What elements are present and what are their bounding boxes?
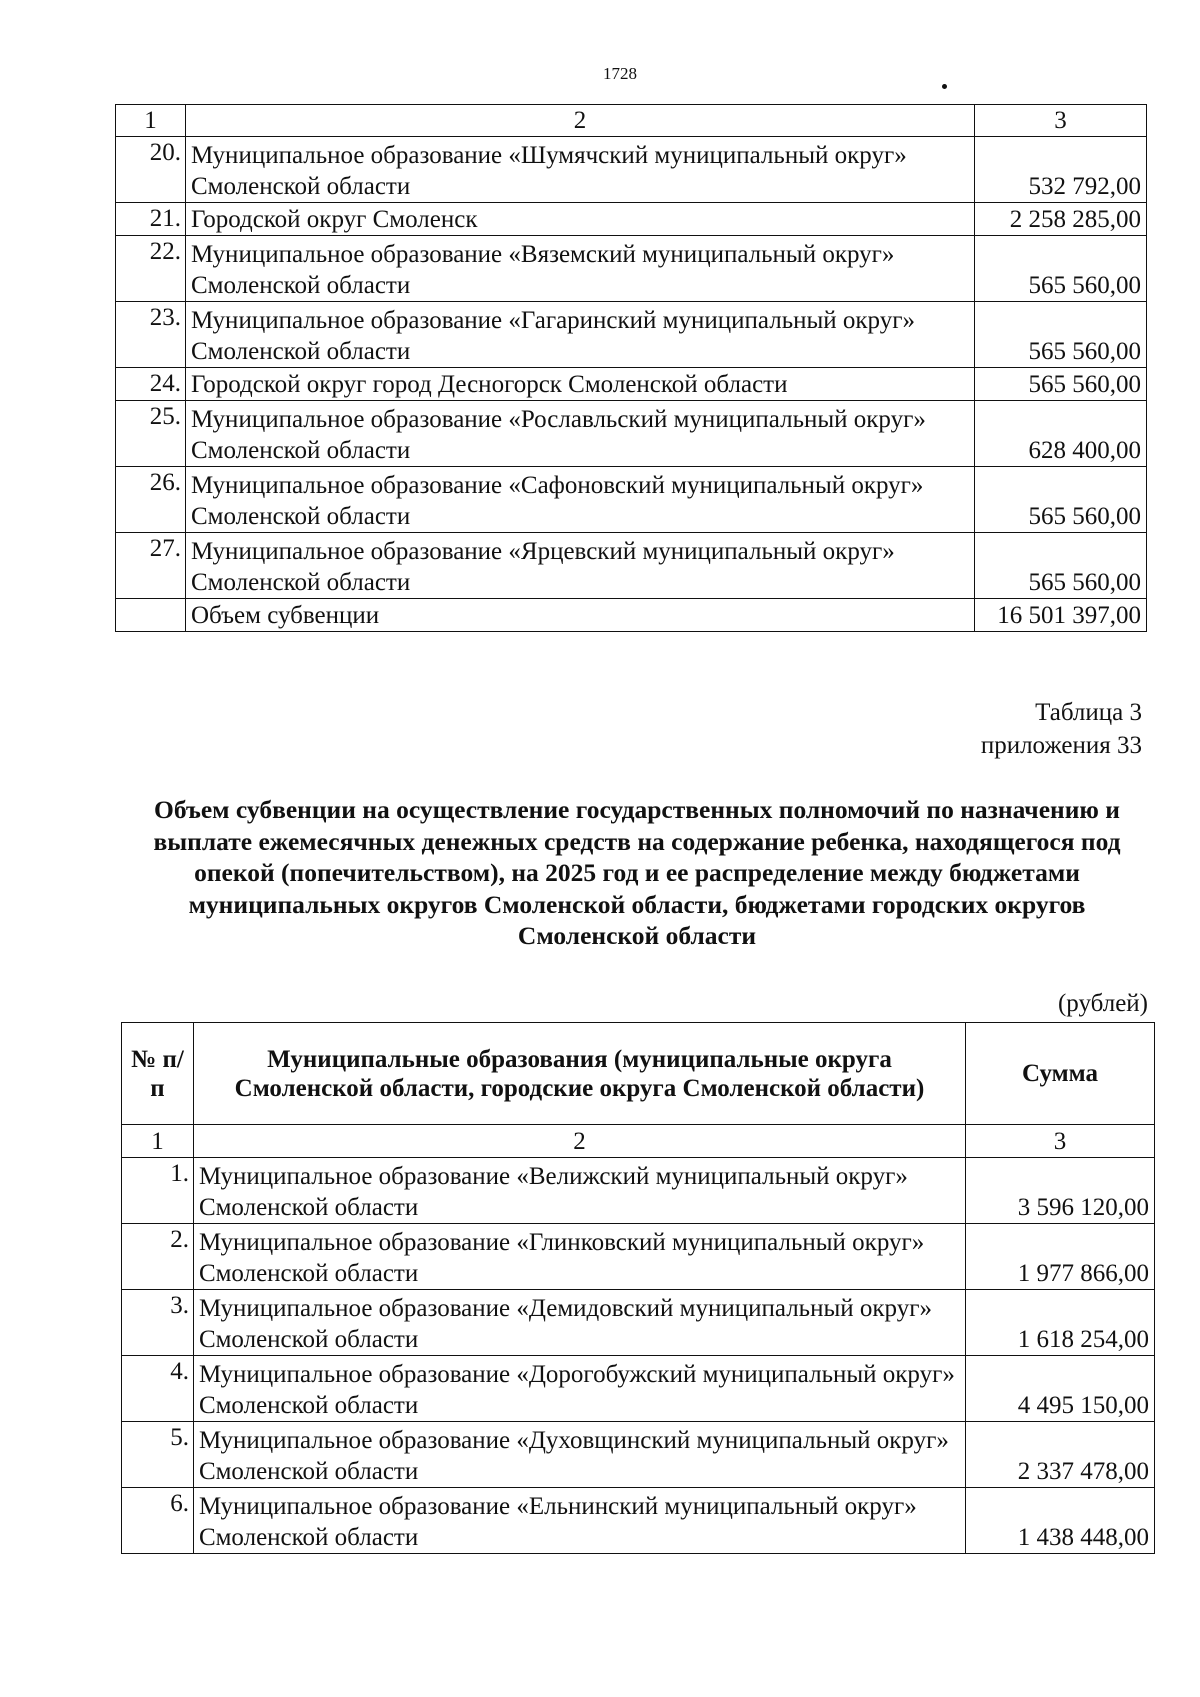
row-sum: 565 560,00 [975,302,1147,368]
col-index-3: 3 [975,105,1147,137]
table-row [122,1488,1155,1554]
row-number: 27. [116,533,186,599]
row-sum: 565 560,00 [975,236,1147,302]
table-index-row [122,1125,1155,1158]
table-row [122,1158,1155,1224]
row-name: Городской округ город Десногорск Смоленской области [185,368,974,401]
header-number: № п/п [122,1023,194,1125]
table-row [116,137,1147,203]
header-name: Муниципальные образования (муниципальные округа Смоленской области, городские округа Смоленской области) [193,1023,965,1125]
table-row [116,467,1147,533]
row-number: 23. [116,302,186,368]
row-name: Городской округ Смоленск [185,203,974,236]
units-label: (рублей) [1057,990,1148,1017]
document-title: Объем субвенции на осуществление государственных полномочий по назначению и выплате ежемесячных денежных средств на содержание ребенка, находящегося под опекой (попечительством), на 2025 год и ее распределение между бюджетами муниципальных округов Смоленской области, бюджетами городских округов Смоленской области [153,795,1121,950]
table-total-row [116,599,1147,632]
page-number: 1728 [603,64,637,83]
row-sum: 3 596 120,00 [966,1158,1155,1224]
table-row [122,1290,1155,1356]
table-row [116,533,1147,599]
row-number: 21. [116,203,186,236]
row-sum: 1 618 254,00 [966,1290,1155,1356]
total-label: Объем субвенции [185,599,974,632]
col-index-1: 1 [116,105,186,137]
table-row [122,1224,1155,1290]
row-sum: 565 560,00 [975,368,1147,401]
table-distribution [121,1022,1155,1554]
row-number: 1. [122,1158,194,1224]
row-name: Муниципальное образование «Глинковский муниципальный округ» Смоленской области [193,1224,965,1290]
row-name: Муниципальное образование «Демидовский муниципальный округ» Смоленской области [193,1290,965,1356]
row-name: Муниципальное образование «Рославльский муниципальный округ» Смоленской области [185,401,974,467]
table-header-row [122,1023,1155,1125]
col-index-3: 3 [966,1125,1155,1158]
col-index-2: 2 [185,105,974,137]
row-sum: 2 258 285,00 [975,203,1147,236]
row-sum: 1 977 866,00 [966,1224,1155,1290]
row-name: Муниципальное образование «Сафоновский муниципальный округ» Смоленской области [185,467,974,533]
total-sum: 16 501 397,00 [975,599,1147,632]
row-name: Муниципальное образование «Гагаринский муниципальный округ» Смоленской области [185,302,974,368]
row-name: Муниципальное образование «Дорогобужский муниципальный округ» Смоленской области [193,1356,965,1422]
row-number: 3. [122,1290,194,1356]
row-number: 24. [116,368,186,401]
col-index-1: 1 [122,1125,194,1158]
row-name: Муниципальное образование «Велижский муниципальный округ» Смоленской области [193,1158,965,1224]
row-number: 25. [116,401,186,467]
row-number: 5. [122,1422,194,1488]
row-number: 22. [116,236,186,302]
table-index-row [116,105,1147,137]
table-row [116,203,1147,236]
row-name: Муниципальное образование «Духовщинский муниципальный округ» Смоленской области [193,1422,965,1488]
row-sum: 1 438 448,00 [966,1488,1155,1554]
row-sum: 565 560,00 [975,467,1147,533]
table-row [116,302,1147,368]
table-row [122,1356,1155,1422]
row-sum: 628 400,00 [975,401,1147,467]
table-caption-appendix: приложения 33 [980,732,1142,759]
row-sum: 4 495 150,00 [966,1356,1155,1422]
row-sum: 565 560,00 [975,533,1147,599]
table-row [116,236,1147,302]
scan-dot [942,84,947,89]
row-number: 20. [116,137,186,203]
table-continuation [115,104,1147,632]
total-number-cell [116,599,186,632]
row-number: 6. [122,1488,194,1554]
row-name: Муниципальное образование «Шумячский муниципальный округ» Смоленской области [185,137,974,203]
row-sum: 2 337 478,00 [966,1422,1155,1488]
header-sum: Сумма [966,1023,1155,1125]
row-number: 4. [122,1356,194,1422]
table-row [116,368,1147,401]
row-sum: 532 792,00 [975,137,1147,203]
row-name: Муниципальное образование «Ельнинский муниципальный округ» Смоленской области [193,1488,965,1554]
table-row [122,1422,1155,1488]
row-number: 2. [122,1224,194,1290]
table-row [116,401,1147,467]
row-number: 26. [116,467,186,533]
col-index-2: 2 [193,1125,965,1158]
row-name: Муниципальное образование «Вяземский муниципальный округ» Смоленской области [185,236,974,302]
table-caption-number: Таблица 3 [1035,699,1142,726]
row-name: Муниципальное образование «Ярцевский муниципальный округ» Смоленской области [185,533,974,599]
